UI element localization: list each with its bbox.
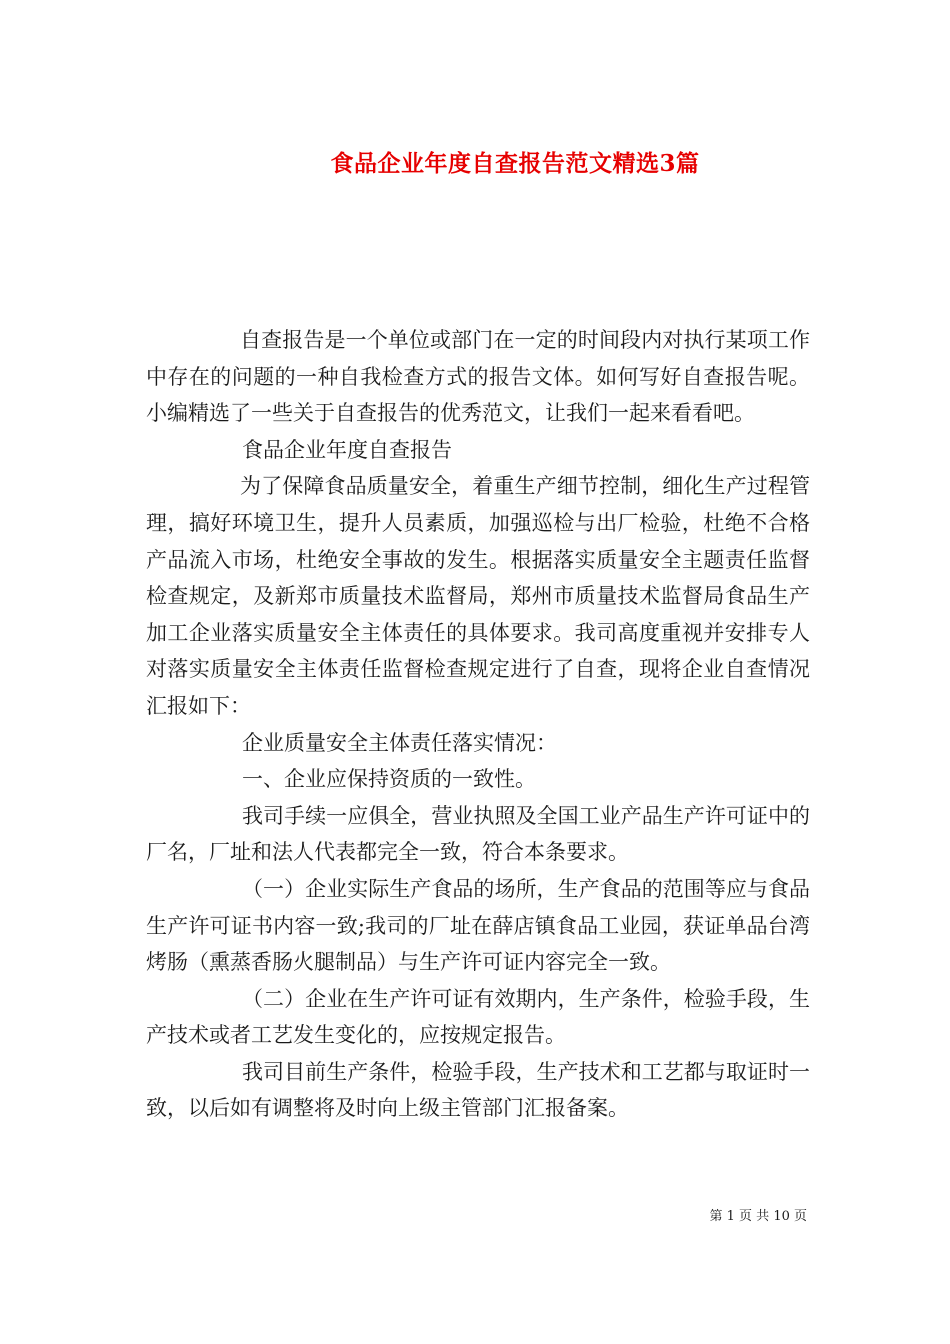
intro-paragraph: 自查报告是一个单位或部门在一定的时间段内对执行某项工作中存在的问题的一种自我检查方式的报告文体。如何写好自查报告呢。小编精选了一些关于自查报告的优秀范文，让我们一起来看看吧。 <box>146 328 810 426</box>
item-paragraph-3: （二）企业在生产许可证有效期内，生产条件，检验手段，生产技术或者工艺发生变化的，应按规定报告。 <box>146 986 810 1048</box>
item-paragraph-2: （一）企业实际生产食品的场所，生产食品的范围等应与食品生产许可证书内容一致;我司的厂址在薛店镇食品工业园，获证单品台湾烤肠（熏蒸香肠火腿制品）与生产许可证内容完全一致。 <box>146 876 810 975</box>
report-paragraph: 为了保障食品质量安全，着重生产细节控制，细化生产过程管理，搞好环境卫生，提升人员素质，加强巡检与出厂检验，杜绝不合格产品流入市场，杜绝安全事故的发生。根据落实质量安全主题责任监督检查规定，及新郑市质量技术监督局，郑州市质量技术监督局食品生产加工企业落实质量安全主体责任的具体要求。我司高度重视并安排专人对落实质量安全主体责任监督检查规定进行了自查，现将企业自查情况汇报如下： <box>146 474 810 718</box>
section-heading: 食品企业年度自查报告 <box>242 437 452 462</box>
item-paragraph-4: 我司目前生产条件，检验手段，生产技术和工艺都与取证时一致，以后如有调整将及时向上级主管部门汇报备案。 <box>146 1059 810 1121</box>
subsection-heading: 企业质量安全主体责任落实情况： <box>242 730 557 755</box>
item-heading-1: 一、企业应保持资质的一致性。 <box>242 767 536 792</box>
document-body <box>146 322 810 1127</box>
item-paragraph-1: 我司手续一应俱全，营业执照及全国工业产品生产许可证中的厂名，厂址和法人代表都完全一致，符合本条要求。 <box>146 803 810 865</box>
document-title: 食品企业年度自查报告范文精选3篇 <box>330 150 700 178</box>
page-number-footer: 第 1 页 共 10 页 <box>709 1209 807 1224</box>
